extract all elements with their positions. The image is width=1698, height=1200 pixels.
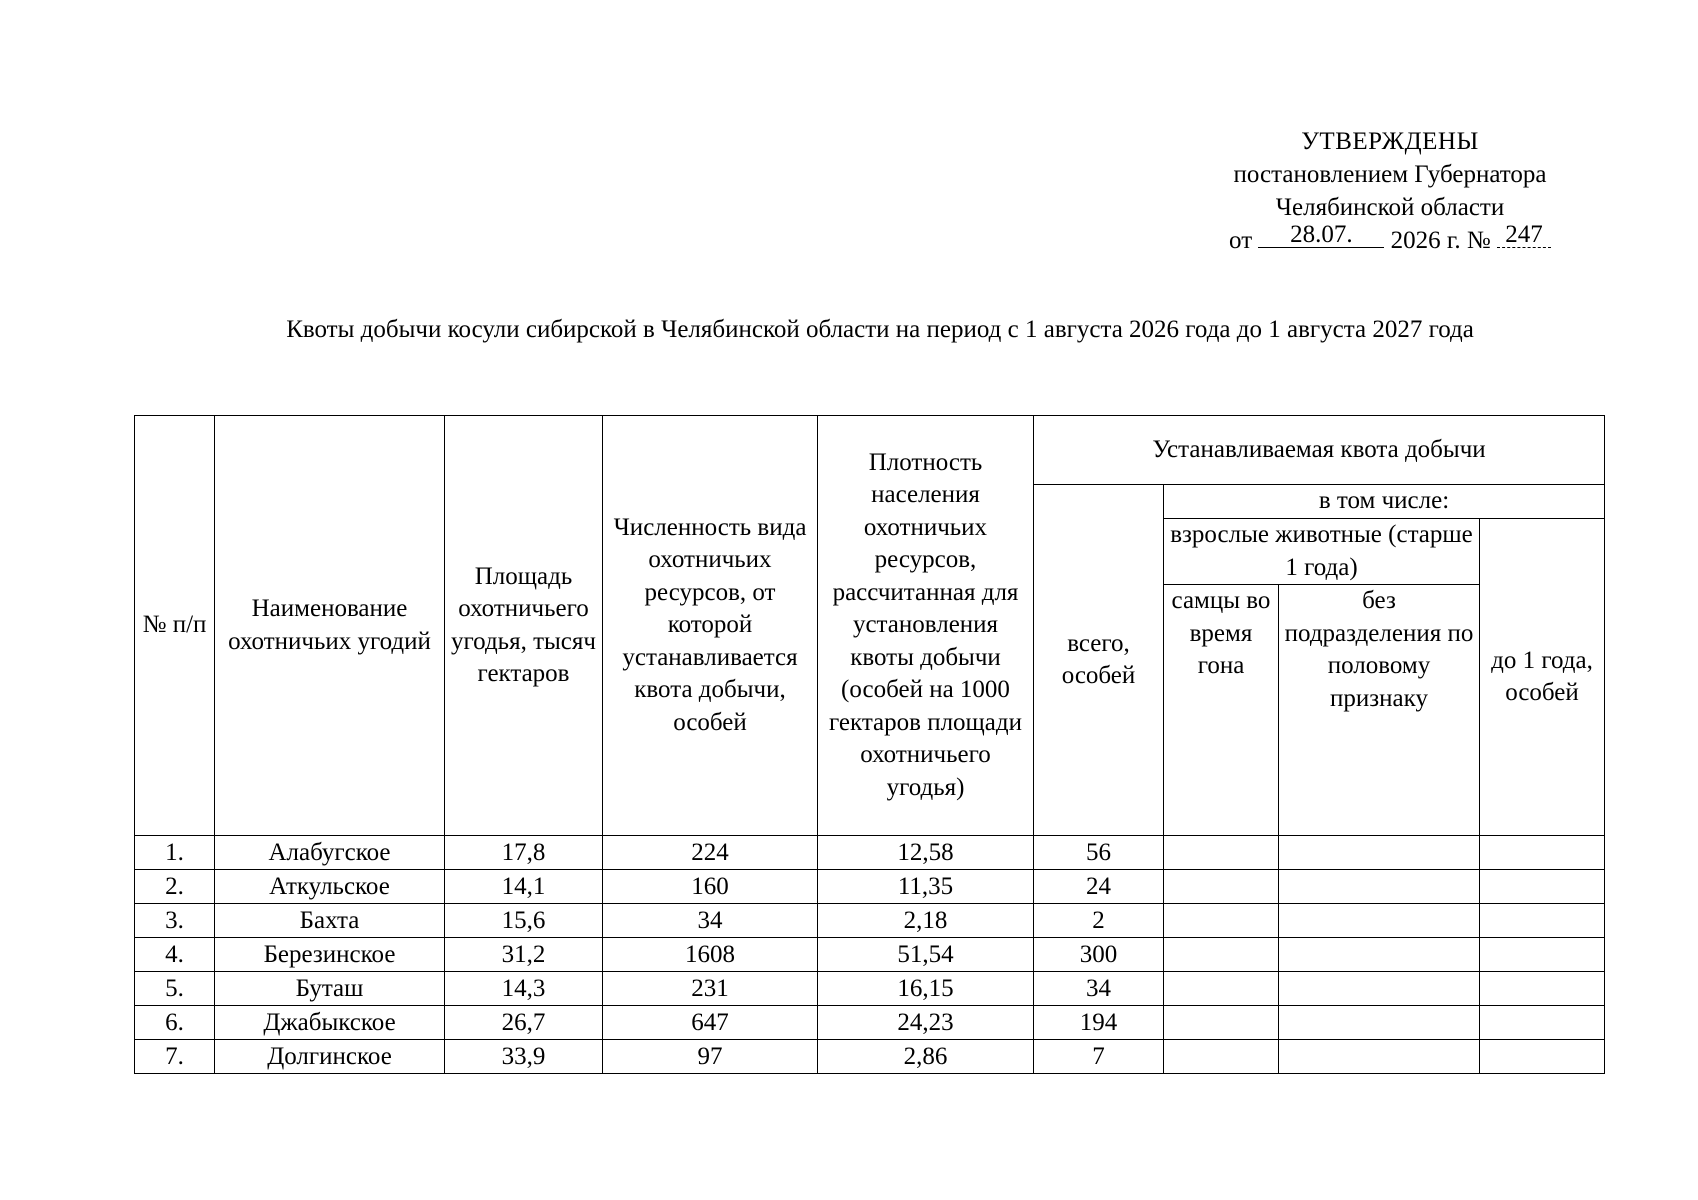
- cell-males: [1164, 904, 1279, 938]
- cell-name: Бахта: [215, 904, 445, 938]
- cell-num: 4.: [135, 938, 215, 972]
- approval-line-2: Челябинской области: [1275, 194, 1505, 221]
- header-population: Численность вида охотничьих ресурсов, от которой устанавливается квота добычи, особей: [603, 416, 818, 836]
- table-row: [135, 972, 1605, 1006]
- cell-population: 97: [603, 1040, 818, 1074]
- cell-density: 2,86: [818, 1040, 1034, 1074]
- cell-num: 6.: [135, 1006, 215, 1040]
- cell-name: Буташ: [215, 972, 445, 1006]
- approval-date-line: [1200, 221, 1580, 257]
- cell-num: 5.: [135, 972, 215, 1006]
- approval-stamp: [1200, 125, 1580, 257]
- cell-name: Алабугское: [215, 836, 445, 870]
- cell-population: 224: [603, 836, 818, 870]
- cell-population: 160: [603, 870, 818, 904]
- cell-area: 17,8: [445, 836, 603, 870]
- cell-no-sex: [1279, 904, 1480, 938]
- cell-name: Аткульское: [215, 870, 445, 904]
- approval-line-1: постановлением Губернатора: [1233, 161, 1547, 188]
- cell-young: [1480, 1006, 1605, 1040]
- cell-area: 33,9: [445, 1040, 603, 1074]
- header-young: до 1 года, особей: [1480, 519, 1605, 836]
- header-males: самцы во время гона: [1164, 585, 1279, 836]
- cell-young: [1480, 870, 1605, 904]
- document-title: Квоты добычи косули сибирской в Челябинской области на период с 1 августа 2026 года до 1 августа 2027 года: [286, 316, 1474, 343]
- from-label: от: [1229, 227, 1253, 254]
- cell-name: Березинское: [215, 938, 445, 972]
- approval-number: 247: [1497, 223, 1551, 248]
- header-row-1: [135, 416, 1605, 485]
- table-row: [135, 938, 1605, 972]
- cell-young: [1480, 904, 1605, 938]
- header-no-sex: без подразделения по половому признаку: [1279, 585, 1480, 836]
- header-density: Плотность населения охотничьих ресурсов, рассчитанная для установления квоты добычи (особей на 1000 гектаров площади охотничьего угодья): [818, 416, 1034, 836]
- cell-area: 15,6: [445, 904, 603, 938]
- cell-density: 2,18: [818, 904, 1034, 938]
- cell-population: 1608: [603, 938, 818, 972]
- cell-young: [1480, 972, 1605, 1006]
- cell-no-sex: [1279, 870, 1480, 904]
- cell-total: 194: [1034, 1006, 1164, 1040]
- cell-young: [1480, 938, 1605, 972]
- cell-population: 34: [603, 904, 818, 938]
- table-row: [135, 1040, 1605, 1074]
- cell-no-sex: [1279, 1040, 1480, 1074]
- cell-num: 3.: [135, 904, 215, 938]
- cell-num: 2.: [135, 870, 215, 904]
- cell-density: 16,15: [818, 972, 1034, 1006]
- cell-males: [1164, 1040, 1279, 1074]
- cell-area: 26,7: [445, 1006, 603, 1040]
- cell-population: 231: [603, 972, 818, 1006]
- cell-total: 24: [1034, 870, 1164, 904]
- table-row: [135, 870, 1605, 904]
- cell-males: [1164, 870, 1279, 904]
- quota-table-body: [135, 836, 1605, 1074]
- cell-total: 34: [1034, 972, 1164, 1006]
- cell-name: Долгинское: [215, 1040, 445, 1074]
- cell-density: 24,23: [818, 1006, 1034, 1040]
- year-label: 2026 г. №: [1390, 227, 1491, 254]
- header-area: Площадь охотничьего угодья, тысяч гектаров: [445, 416, 603, 836]
- cell-area: 31,2: [445, 938, 603, 972]
- cell-area: 14,3: [445, 972, 603, 1006]
- header-including: в том числе:: [1164, 485, 1605, 519]
- cell-males: [1164, 938, 1279, 972]
- cell-males: [1164, 1006, 1279, 1040]
- header-name: Наименование охотничьих угодий: [215, 416, 445, 836]
- header-total: всего, особей: [1034, 485, 1164, 836]
- cell-num: 7.: [135, 1040, 215, 1074]
- cell-name: Джабыкское: [215, 1006, 445, 1040]
- cell-area: 14,1: [445, 870, 603, 904]
- cell-total: 7: [1034, 1040, 1164, 1074]
- header-quota-group: Устанавливаемая квота добычи: [1034, 416, 1605, 485]
- header-num: № п/п: [135, 416, 215, 836]
- approval-heading: УТВЕРЖДЕНЫ: [1301, 128, 1479, 155]
- cell-density: 51,54: [818, 938, 1034, 972]
- cell-young: [1480, 836, 1605, 870]
- table-row: [135, 836, 1605, 870]
- cell-males: [1164, 836, 1279, 870]
- cell-no-sex: [1279, 938, 1480, 972]
- cell-no-sex: [1279, 972, 1480, 1006]
- table-row: [135, 1006, 1605, 1040]
- cell-no-sex: [1279, 836, 1480, 870]
- header-adults: взрослые животные (старше 1 года): [1164, 519, 1480, 585]
- cell-total: 2: [1034, 904, 1164, 938]
- quota-table: [134, 415, 1605, 1074]
- cell-males: [1164, 972, 1279, 1006]
- cell-no-sex: [1279, 1006, 1480, 1040]
- table-row: [135, 904, 1605, 938]
- approval-date: 28.07.: [1258, 223, 1384, 248]
- cell-density: 11,35: [818, 870, 1034, 904]
- cell-population: 647: [603, 1006, 818, 1040]
- cell-density: 12,58: [818, 836, 1034, 870]
- cell-total: 56: [1034, 836, 1164, 870]
- cell-total: 300: [1034, 938, 1164, 972]
- cell-young: [1480, 1040, 1605, 1074]
- cell-num: 1.: [135, 836, 215, 870]
